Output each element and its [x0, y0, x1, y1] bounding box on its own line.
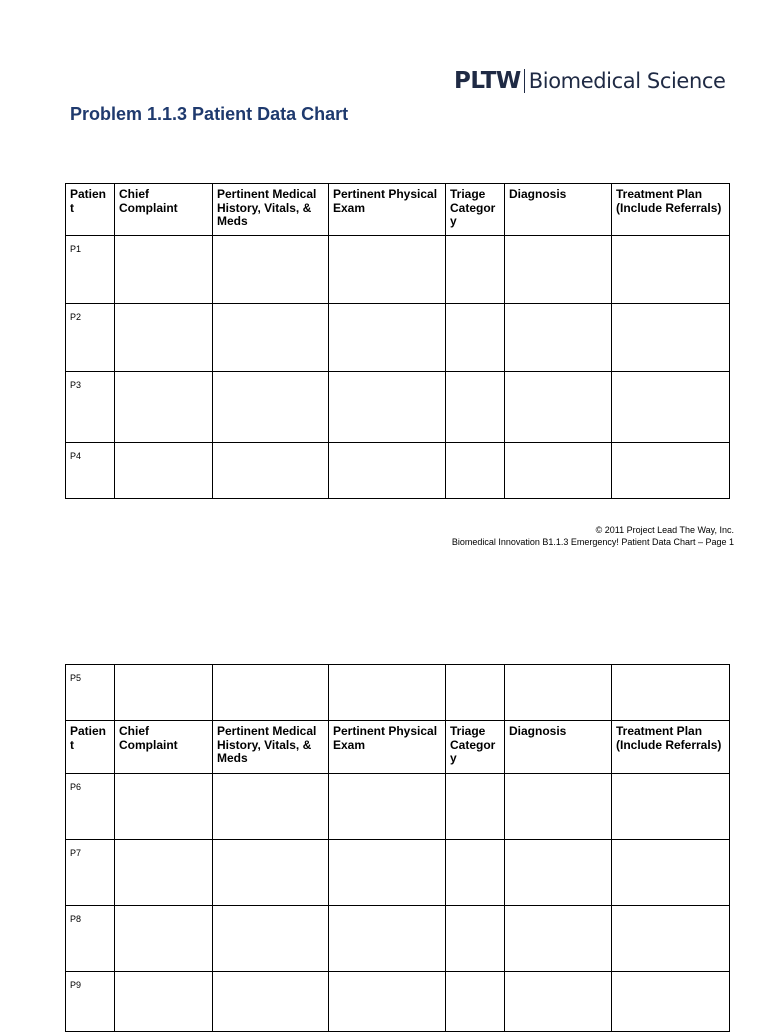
chief-complaint-cell[interactable]	[115, 840, 213, 906]
header-diagnosis: Diagnosis	[505, 721, 612, 774]
header-medical-history: Pertinent Medical History, Vitals, & Meds	[213, 184, 329, 236]
table-row	[66, 372, 730, 443]
footer-copyright: © 2011 Project Lead The Way, Inc.	[595, 525, 734, 535]
header-chief-complaint: Chief Complaint	[115, 184, 213, 236]
physical-exam-cell[interactable]	[329, 972, 446, 1032]
treatment-plan-cell[interactable]	[612, 774, 730, 840]
medical-history-cell[interactable]	[213, 972, 329, 1032]
logo-brand: PLTW	[454, 68, 521, 94]
diagnosis-cell[interactable]	[505, 304, 612, 372]
physical-exam-cell[interactable]	[329, 840, 446, 906]
medical-history-cell[interactable]	[213, 906, 329, 972]
table-header-row	[66, 184, 730, 236]
treatment-plan-cell[interactable]	[612, 972, 730, 1032]
header-triage-category: Triage Categor y	[446, 721, 505, 774]
triage-category-cell[interactable]	[446, 906, 505, 972]
diagnosis-cell[interactable]	[505, 972, 612, 1032]
patient-id: P4	[66, 443, 115, 499]
diagnosis-cell[interactable]	[505, 372, 612, 443]
treatment-plan-cell[interactable]	[612, 236, 730, 304]
chief-complaint-cell[interactable]	[115, 665, 213, 721]
header-treatment-plan: Treatment Plan (Include Referrals)	[612, 184, 730, 236]
chief-complaint-cell[interactable]	[115, 236, 213, 304]
header-medical-history: Pertinent Medical History, Vitals, & Meds	[213, 721, 329, 774]
header-patient: Patien t	[66, 184, 115, 236]
medical-history-cell[interactable]	[213, 236, 329, 304]
medical-history-cell[interactable]	[213, 304, 329, 372]
triage-category-cell[interactable]	[446, 972, 505, 1032]
table-row	[66, 304, 730, 372]
chief-complaint-cell[interactable]	[115, 972, 213, 1032]
header-physical-exam: Pertinent Physical Exam	[329, 721, 446, 774]
footer-document-title: Biomedical Innovation B1.1.3 Emergency! Patient Data Chart – Page 1	[451, 537, 734, 547]
patient-id: P1	[66, 236, 115, 304]
diagnosis-cell[interactable]	[505, 236, 612, 304]
header-chief-complaint: Chief Complaint	[115, 721, 213, 774]
pltw-logo	[454, 68, 726, 94]
chief-complaint-cell[interactable]	[115, 372, 213, 443]
logo-program-name: Biomedical Science	[528, 69, 726, 93]
medical-history-cell[interactable]	[213, 665, 329, 721]
diagnosis-cell[interactable]	[505, 665, 612, 721]
treatment-plan-cell[interactable]	[612, 906, 730, 972]
patient-id: P2	[66, 304, 115, 372]
triage-category-cell[interactable]	[446, 774, 505, 840]
treatment-plan-cell[interactable]	[612, 665, 730, 721]
header-triage-category: Triage Categor y	[446, 184, 505, 236]
table-row	[66, 774, 730, 840]
patient-id: P5	[66, 665, 115, 721]
header-diagnosis: Diagnosis	[505, 184, 612, 236]
header-patient: Patien t	[66, 721, 115, 774]
triage-category-cell[interactable]	[446, 372, 505, 443]
triage-category-cell[interactable]	[446, 443, 505, 499]
patient-id: P6	[66, 774, 115, 840]
logo-divider	[524, 69, 525, 93]
diagnosis-cell[interactable]	[505, 906, 612, 972]
triage-category-cell[interactable]	[446, 236, 505, 304]
header-treatment-plan: Treatment Plan (Include Referrals)	[612, 721, 730, 774]
triage-category-cell[interactable]	[446, 304, 505, 372]
table-row	[66, 906, 730, 972]
medical-history-cell[interactable]	[213, 774, 329, 840]
patient-id: P8	[66, 906, 115, 972]
table-row	[66, 665, 730, 721]
patient-data-table-page-1	[65, 183, 730, 499]
patient-id: P9	[66, 972, 115, 1032]
patient-id: P7	[66, 840, 115, 906]
patient-data-table-page-2	[65, 664, 730, 1032]
medical-history-cell[interactable]	[213, 372, 329, 443]
physical-exam-cell[interactable]	[329, 372, 446, 443]
patient-id: P3	[66, 372, 115, 443]
table-row	[66, 840, 730, 906]
diagnosis-cell[interactable]	[505, 443, 612, 499]
diagnosis-cell[interactable]	[505, 840, 612, 906]
chief-complaint-cell[interactable]	[115, 304, 213, 372]
physical-exam-cell[interactable]	[329, 906, 446, 972]
diagnosis-cell[interactable]	[505, 774, 612, 840]
physical-exam-cell[interactable]	[329, 665, 446, 721]
chief-complaint-cell[interactable]	[115, 443, 213, 499]
treatment-plan-cell[interactable]	[612, 372, 730, 443]
table-header-row	[66, 721, 730, 774]
treatment-plan-cell[interactable]	[612, 840, 730, 906]
table-row	[66, 236, 730, 304]
physical-exam-cell[interactable]	[329, 304, 446, 372]
chief-complaint-cell[interactable]	[115, 906, 213, 972]
page-title: Problem 1.1.3 Patient Data Chart	[70, 104, 349, 124]
table-row	[66, 972, 730, 1032]
triage-category-cell[interactable]	[446, 840, 505, 906]
treatment-plan-cell[interactable]	[612, 304, 730, 372]
chief-complaint-cell[interactable]	[115, 774, 213, 840]
medical-history-cell[interactable]	[213, 840, 329, 906]
page-footer	[452, 524, 734, 548]
physical-exam-cell[interactable]	[329, 443, 446, 499]
treatment-plan-cell[interactable]	[612, 443, 730, 499]
physical-exam-cell[interactable]	[329, 774, 446, 840]
table-row	[66, 443, 730, 499]
triage-category-cell[interactable]	[446, 665, 505, 721]
header-physical-exam: Pertinent Physical Exam	[329, 184, 446, 236]
medical-history-cell[interactable]	[213, 443, 329, 499]
physical-exam-cell[interactable]	[329, 236, 446, 304]
